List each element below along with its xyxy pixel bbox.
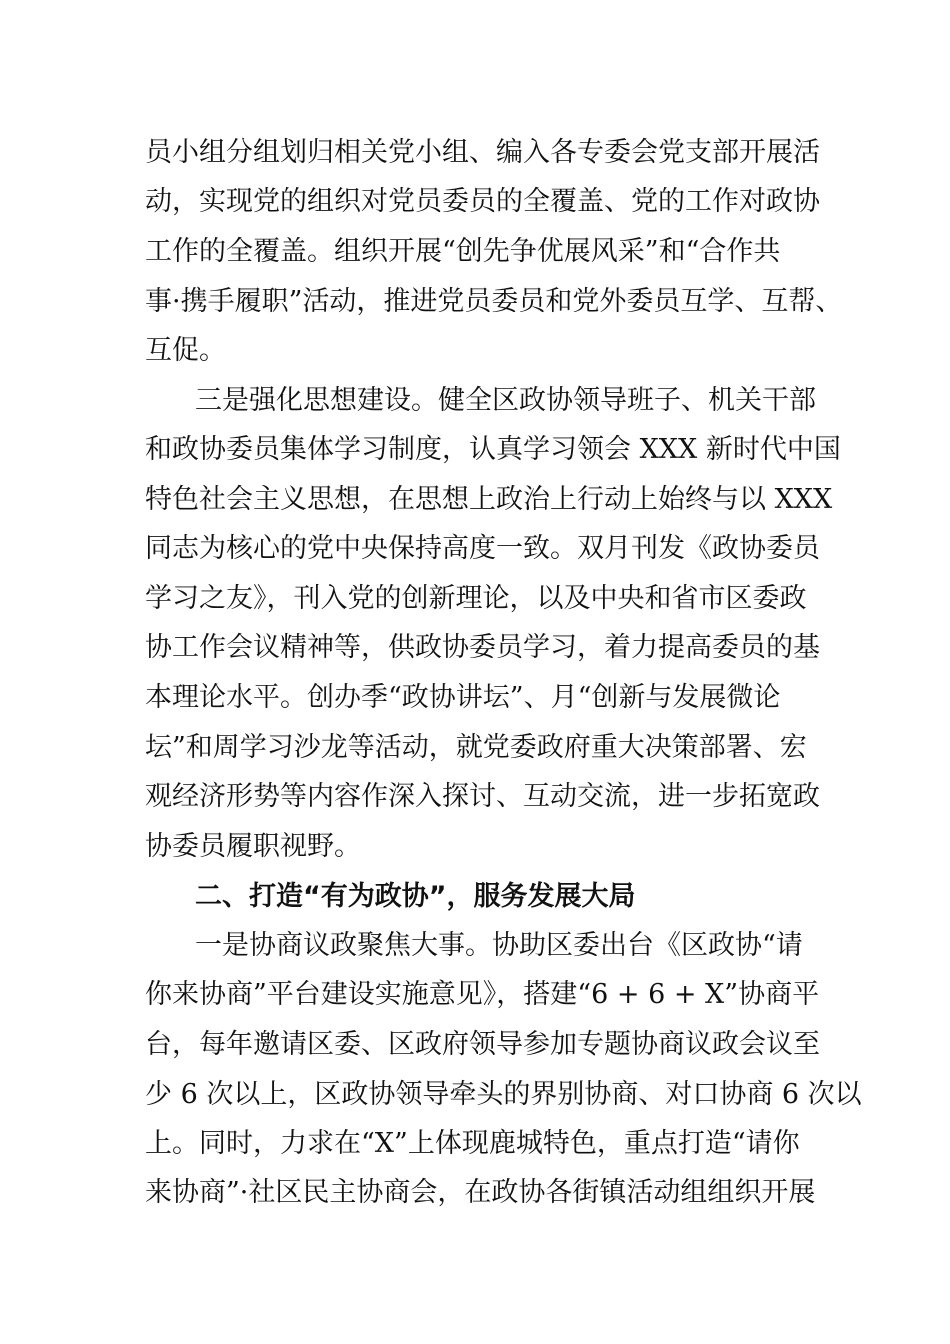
text-line: 事·携手履职”活动，推进党员委员和党外委员互学、互帮、 <box>145 286 843 317</box>
text-line: 少 6 次以上，区政协领导牵头的界别协商、对口协商 6 次以 <box>145 1079 862 1110</box>
text-line: 观经济形势等内容作深入探讨、互动交流，进一步拓宽政 <box>145 781 820 812</box>
text-line: 互促。 <box>145 335 226 366</box>
text-line: 坛”和周学习沙龙等活动，就党委政府重大决策部署、宏 <box>145 732 807 763</box>
text-line: 同志为核心的党中央保持高度一致。双月刊发《政协委员 <box>145 533 820 564</box>
text-line: 员小组分组划归相关党小组、编入各专委会党支部开展活 <box>145 137 820 168</box>
text-line: 台，每年邀请区委、区政府领导参加专题协商议政会议至 <box>145 1029 820 1060</box>
text-line: 上。同时，力求在“X”上体现鹿城特色，重点打造“请你 <box>145 1128 800 1159</box>
text-line: 工作的全覆盖。组织开展“创先争优展风采”和“合作共 <box>145 236 781 267</box>
text-line: 学习之友》，刊入党的创新理论，以及中央和省市区委政 <box>145 583 807 614</box>
section-heading: 二、打造“有为政协”，服务发展大局 <box>195 881 636 912</box>
text-line: 协委员履职视野。 <box>145 831 361 862</box>
paragraph-start-line: 三是强化思想建设。健全区政协领导班子、机关干部 <box>195 385 816 416</box>
text-line: 来协商”·社区民主协商会，在政协各街镇活动组组织开展 <box>145 1177 816 1208</box>
text-line: 本理论水平。创办季“政协讲坛”、月“创新与发展微论 <box>145 682 781 713</box>
text-line: 和政协委员集体学习制度，认真学习领会 XXX 新时代中国 <box>145 434 841 465</box>
text-line: 协工作会议精神等，供政协委员学习，着力提高委员的基 <box>145 632 820 663</box>
text-line: 动，实现党的组织对党员委员的全覆盖、党的工作对政协 <box>145 186 820 217</box>
paragraph-start-line: 一是协商议政聚焦大事。协助区委出台《区政协“请 <box>195 930 803 961</box>
text-line: 你来协商”平台建设实施意见》，搭建“6 + 6 + X”协商平 <box>145 979 820 1010</box>
text-line: 特色社会主义思想，在思想上政治上行动上始终与以 XXX <box>145 484 833 515</box>
